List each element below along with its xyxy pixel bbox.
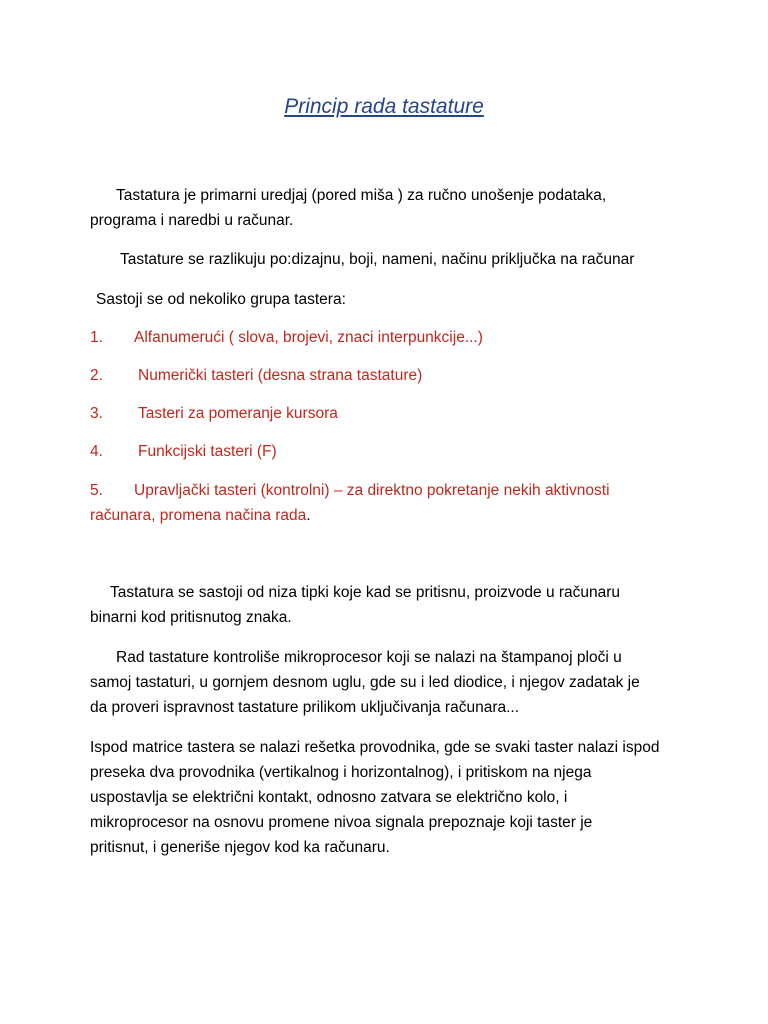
- paragraph-microprocessor-line-1: Rad tastature kontroliše mikroprocesor koji se nalazi na štampanoj ploči u: [116, 649, 622, 666]
- paragraph-matrix-line-5: pritisnut, i generiše njegov kod ka računaru.: [90, 839, 390, 856]
- paragraph-intro-line-2: programa i naredbi u računar.: [90, 212, 294, 229]
- list-item-4: [90, 439, 690, 464]
- document-title: Princip rada tastature: [284, 95, 484, 118]
- list-number: 3.: [90, 405, 103, 422]
- list-end-period: .: [306, 507, 311, 524]
- paragraph-matrix-line-1: Ispod matrice tastera se nalazi rešetka provodnika, gde se svaki taster nalazi ispod: [90, 739, 660, 756]
- list-text: Alfanumerući ( slova, brojevi, znaci interpunkcije...): [134, 329, 483, 346]
- paragraph-microprocessor-line-3: da proveri ispravnost tastature prilikom uključivanja računara...: [90, 699, 520, 716]
- list-item-2: [90, 363, 690, 388]
- list-number: 4.: [90, 443, 103, 460]
- list-item-1: [90, 325, 690, 350]
- paragraph-matrix-line-4: mikroprocesor na osnovu promene nivoa signala prepoznaje koji taster je: [90, 814, 593, 831]
- list-text: Upravljački tasteri (kontrolni) – za direktno pokretanje nekih aktivnosti: [134, 482, 610, 499]
- list-text-continued: računara, promena načina rada: [90, 507, 307, 524]
- paragraph-types: Tastature se razlikuju po:dizajnu, boji, nameni, načinu priključka na računar: [120, 251, 635, 268]
- list-text: Tasteri za pomeranje kursora: [138, 405, 338, 422]
- paragraph-intro-line-1: Tastatura je primarni uredjaj (pored miša ) za ručno unošenje podataka,: [116, 187, 607, 204]
- paragraph-microprocessor-line-2: samoj tastaturi, u gornjem desnom uglu, gde su i led diodice, i njegov zadatak je: [90, 674, 640, 691]
- list-number: 1.: [90, 329, 103, 346]
- list-number: 5.: [90, 482, 103, 499]
- list-item-5: [90, 478, 690, 503]
- paragraph-matrix-line-3: uspostavlja se električni kontakt, odnosno zatvara se električno kolo, i: [90, 789, 568, 806]
- list-number: 2.: [90, 367, 103, 384]
- paragraph-keys-line-2: binarni kod pritisnutog znaka.: [90, 609, 292, 626]
- list-text: Funkcijski tasteri (F): [138, 443, 277, 460]
- paragraph-matrix-line-2: preseka dva provodnika (vertikalnog i horizontalnog), i pritiskom na njega: [90, 764, 592, 781]
- paragraph-groups-intro: Sastoji se od nekoliko grupa tastera:: [96, 291, 346, 308]
- list-item-3: [90, 401, 690, 426]
- paragraph-keys-line-1: Tastatura se sastoji od niza tipki koje kad se pritisnu, proizvode u računaru: [110, 584, 621, 601]
- list-text: Numerički tasteri (desna strana tastature): [138, 367, 423, 384]
- list-item-5-continuation: [90, 503, 690, 528]
